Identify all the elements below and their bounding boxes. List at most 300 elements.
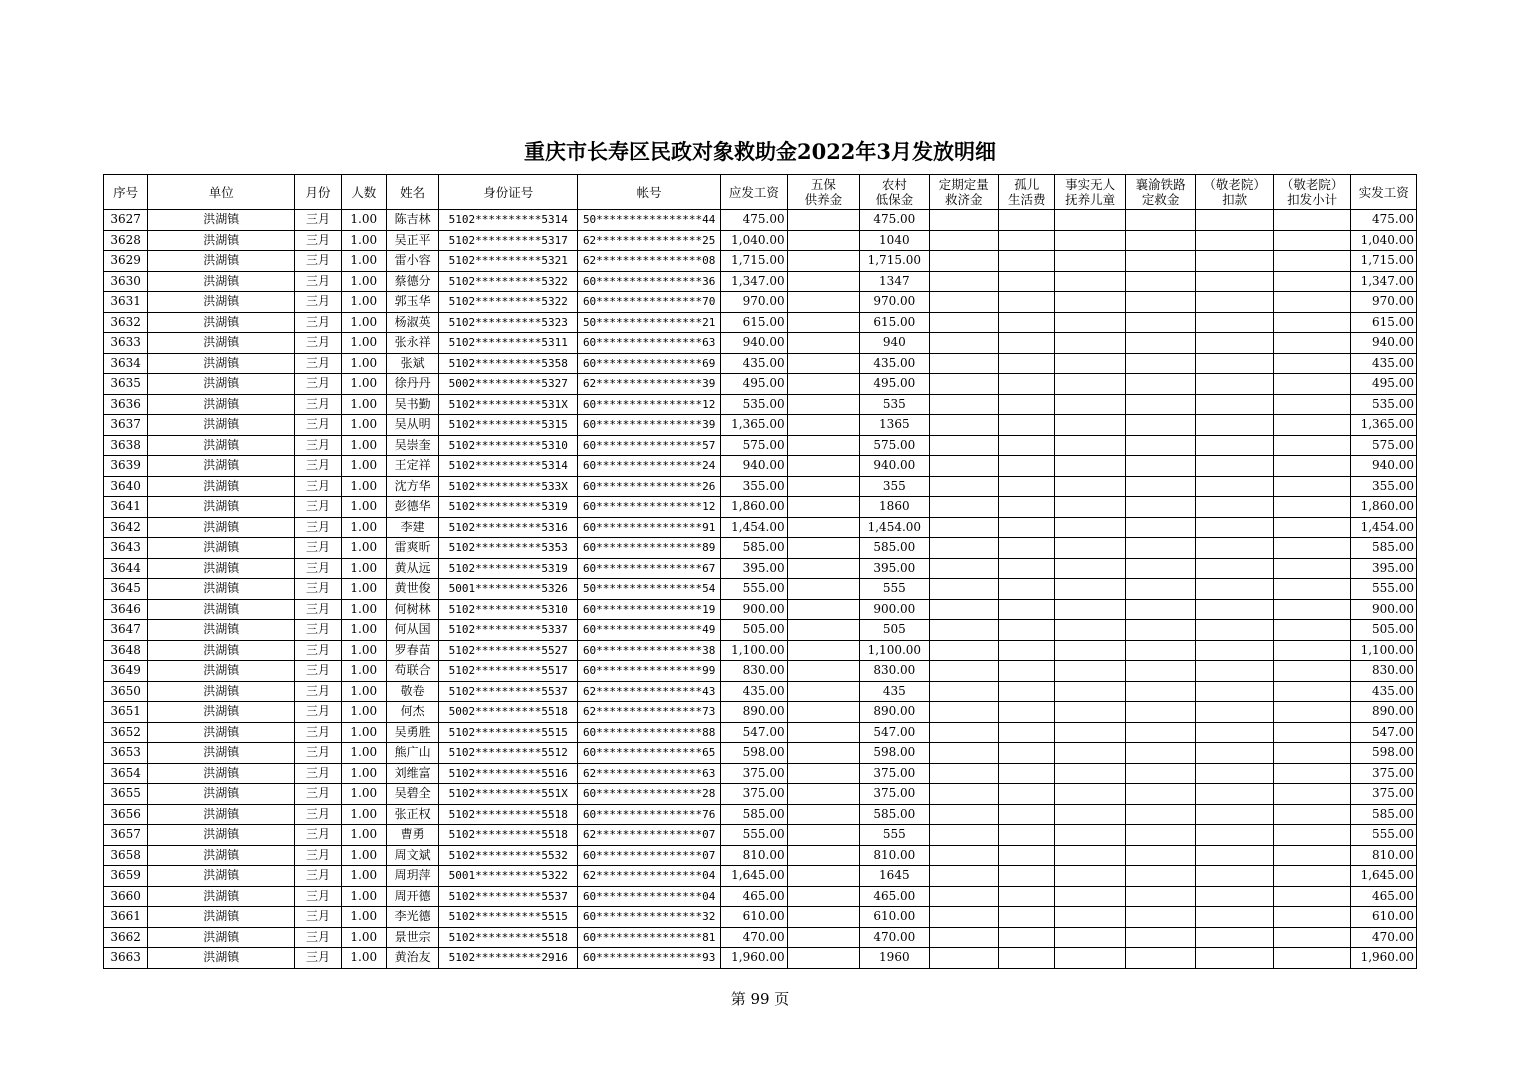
cell-dibao: 1645 xyxy=(860,866,929,887)
cell-nursing-deduction xyxy=(1196,251,1274,272)
table-row xyxy=(104,435,1417,456)
cell-unit: 洪湖镇 xyxy=(148,784,295,805)
cell-unsupported-child xyxy=(1055,312,1125,333)
cell-actual-pay: 615.00 xyxy=(1351,312,1417,333)
cell-seq: 3641 xyxy=(104,497,148,518)
cell-name: 熊广山 xyxy=(386,743,438,764)
cell-unsupported-child xyxy=(1055,517,1125,538)
header-text: 定救金 xyxy=(1141,192,1180,207)
cell-fixed-relief xyxy=(929,743,998,764)
cell-dibao: 470.00 xyxy=(860,927,929,948)
cell-nursing-deduction xyxy=(1196,722,1274,743)
cell-actual-pay: 355.00 xyxy=(1351,476,1417,497)
cell-nursing-deduction xyxy=(1196,702,1274,723)
cell-fixed-relief xyxy=(929,845,998,866)
cell-unit: 洪湖镇 xyxy=(148,722,295,743)
cell-actual-pay: 435.00 xyxy=(1351,353,1417,374)
cell-actual-pay: 435.00 xyxy=(1351,681,1417,702)
cell-nursing-deduction xyxy=(1196,210,1274,231)
cell-account: 62****************25 xyxy=(578,230,721,251)
cell-nursing-subtotal xyxy=(1273,497,1351,518)
cell-xiangyu-relief xyxy=(1125,374,1195,395)
cell-due-pay: 610.00 xyxy=(721,907,787,928)
cell-orphan xyxy=(999,394,1055,415)
cell-xiangyu-relief xyxy=(1125,415,1195,436)
cell-orphan xyxy=(999,763,1055,784)
page-title: 重庆市长寿区民政对象救助金2022年3月发放明细 xyxy=(523,139,997,164)
cell-nursing-subtotal xyxy=(1273,661,1351,682)
cell-id-number: 5102**********5527 xyxy=(439,640,578,661)
cell-month: 三月 xyxy=(295,804,341,825)
cell-count: 1.00 xyxy=(341,517,386,538)
cell-xiangyu-relief xyxy=(1125,353,1195,374)
table-row xyxy=(104,271,1417,292)
cell-account: 60****************32 xyxy=(578,907,721,928)
cell-unsupported-child xyxy=(1055,866,1125,887)
cell-name: 吴崇奎 xyxy=(386,435,438,456)
cell-due-pay: 470.00 xyxy=(721,927,787,948)
cell-count: 1.00 xyxy=(341,497,386,518)
cell-name: 蔡德分 xyxy=(386,271,438,292)
cell-name: 彭德华 xyxy=(386,497,438,518)
cell-nursing-subtotal xyxy=(1273,558,1351,579)
cell-nursing-deduction xyxy=(1196,825,1274,846)
cell-xiangyu-relief xyxy=(1125,681,1195,702)
cell-dibao: 585.00 xyxy=(860,804,929,825)
cell-xiangyu-relief xyxy=(1125,271,1195,292)
cell-fixed-relief xyxy=(929,292,998,313)
cell-dibao: 1365 xyxy=(860,415,929,436)
cell-account: 60****************67 xyxy=(578,558,721,579)
cell-orphan xyxy=(999,374,1055,395)
cell-unsupported-child xyxy=(1055,886,1125,907)
cell-name: 吴书勤 xyxy=(386,394,438,415)
cell-nursing-subtotal xyxy=(1273,353,1351,374)
cell-month: 三月 xyxy=(295,681,341,702)
cell-nursing-subtotal xyxy=(1273,722,1351,743)
cell-count: 1.00 xyxy=(341,538,386,559)
cell-nursing-deduction xyxy=(1196,415,1274,436)
cell-unsupported-child xyxy=(1055,435,1125,456)
cell-xiangyu-relief xyxy=(1125,599,1195,620)
cell-due-pay: 830.00 xyxy=(721,661,787,682)
cell-account: 60****************65 xyxy=(578,743,721,764)
cell-account: 60****************76 xyxy=(578,804,721,825)
cell-dibao: 355 xyxy=(860,476,929,497)
header-text: 单位 xyxy=(208,184,234,200)
cell-wubao xyxy=(787,497,859,518)
cell-due-pay: 375.00 xyxy=(721,763,787,784)
cell-xiangyu-relief xyxy=(1125,435,1195,456)
cell-month: 三月 xyxy=(295,271,341,292)
cell-count: 1.00 xyxy=(341,312,386,333)
cell-wubao xyxy=(787,558,859,579)
cell-seq: 3648 xyxy=(104,640,148,661)
cell-dibao: 830.00 xyxy=(860,661,929,682)
cell-wubao xyxy=(787,374,859,395)
cell-actual-pay: 535.00 xyxy=(1351,394,1417,415)
cell-due-pay: 547.00 xyxy=(721,722,787,743)
cell-nursing-deduction xyxy=(1196,538,1274,559)
header-text: （敬老院） xyxy=(1280,177,1344,192)
cell-month: 三月 xyxy=(295,394,341,415)
cell-id-number: 5102**********5310 xyxy=(439,599,578,620)
cell-nursing-deduction xyxy=(1196,763,1274,784)
column-header-nursing-subtotal xyxy=(1273,175,1351,210)
table-row xyxy=(104,456,1417,477)
cell-actual-pay: 555.00 xyxy=(1351,825,1417,846)
cell-account: 60****************07 xyxy=(578,845,721,866)
cell-xiangyu-relief xyxy=(1125,804,1195,825)
cell-due-pay: 575.00 xyxy=(721,435,787,456)
cell-count: 1.00 xyxy=(341,763,386,784)
cell-xiangyu-relief xyxy=(1125,640,1195,661)
table-row xyxy=(104,210,1417,231)
cell-nursing-subtotal xyxy=(1273,948,1351,969)
cell-unsupported-child xyxy=(1055,230,1125,251)
cell-due-pay: 555.00 xyxy=(721,579,787,600)
cell-seq: 3656 xyxy=(104,804,148,825)
cell-id-number: 5102**********5515 xyxy=(439,907,578,928)
cell-dibao: 1,454.00 xyxy=(860,517,929,538)
cell-dibao: 375.00 xyxy=(860,784,929,805)
cell-wubao xyxy=(787,825,859,846)
cell-nursing-deduction xyxy=(1196,579,1274,600)
cell-wubao xyxy=(787,230,859,251)
cell-actual-pay: 940.00 xyxy=(1351,456,1417,477)
cell-orphan xyxy=(999,825,1055,846)
cell-seq: 3660 xyxy=(104,886,148,907)
cell-unit: 洪湖镇 xyxy=(148,599,295,620)
table-row xyxy=(104,312,1417,333)
cell-wubao xyxy=(787,456,859,477)
cell-id-number: 5102**********5323 xyxy=(439,312,578,333)
cell-name: 黄从远 xyxy=(386,558,438,579)
cell-id-number: 5102**********551X xyxy=(439,784,578,805)
cell-id-number: 5102**********5518 xyxy=(439,927,578,948)
cell-due-pay: 1,645.00 xyxy=(721,866,787,887)
cell-orphan xyxy=(999,271,1055,292)
cell-name: 雷小容 xyxy=(386,251,438,272)
cell-unit: 洪湖镇 xyxy=(148,845,295,866)
cell-id-number: 5102**********533X xyxy=(439,476,578,497)
cell-month: 三月 xyxy=(295,763,341,784)
cell-month: 三月 xyxy=(295,292,341,313)
cell-nursing-deduction xyxy=(1196,640,1274,661)
cell-id-number: 5102**********5517 xyxy=(439,661,578,682)
column-header-fixed-relief xyxy=(929,175,998,210)
cell-unit: 洪湖镇 xyxy=(148,456,295,477)
cell-nursing-deduction xyxy=(1196,948,1274,969)
cell-xiangyu-relief xyxy=(1125,763,1195,784)
header-text: 人数 xyxy=(351,184,377,200)
cell-name: 雷爽昕 xyxy=(386,538,438,559)
cell-unit: 洪湖镇 xyxy=(148,558,295,579)
cell-xiangyu-relief xyxy=(1125,292,1195,313)
cell-nursing-deduction xyxy=(1196,497,1274,518)
cell-unit: 洪湖镇 xyxy=(148,620,295,641)
cell-nursing-subtotal xyxy=(1273,763,1351,784)
cell-nursing-subtotal xyxy=(1273,927,1351,948)
cell-due-pay: 555.00 xyxy=(721,825,787,846)
cell-account: 60****************39 xyxy=(578,415,721,436)
cell-count: 1.00 xyxy=(341,804,386,825)
column-header-id-number xyxy=(439,175,578,210)
cell-seq: 3629 xyxy=(104,251,148,272)
cell-seq: 3628 xyxy=(104,230,148,251)
header-text: 五保 xyxy=(810,177,836,192)
column-header-actual-pay xyxy=(1351,175,1417,210)
cell-unsupported-child xyxy=(1055,927,1125,948)
cell-account: 60****************12 xyxy=(578,394,721,415)
table-row xyxy=(104,825,1417,846)
page-number: 第 99 页 xyxy=(730,990,790,1008)
cell-account: 60****************88 xyxy=(578,722,721,743)
cell-unit: 洪湖镇 xyxy=(148,476,295,497)
cell-wubao xyxy=(787,251,859,272)
cell-unit: 洪湖镇 xyxy=(148,394,295,415)
cell-id-number: 5102**********5516 xyxy=(439,763,578,784)
cell-actual-pay: 555.00 xyxy=(1351,579,1417,600)
cell-nursing-deduction xyxy=(1196,620,1274,641)
cell-unsupported-child xyxy=(1055,579,1125,600)
cell-actual-pay: 395.00 xyxy=(1351,558,1417,579)
header-text: 序号 xyxy=(113,184,139,200)
cell-nursing-subtotal xyxy=(1273,743,1351,764)
table-row xyxy=(104,640,1417,661)
cell-month: 三月 xyxy=(295,230,341,251)
cell-xiangyu-relief xyxy=(1125,743,1195,764)
cell-account: 50****************54 xyxy=(578,579,721,600)
cell-id-number: 5102**********5314 xyxy=(439,456,578,477)
cell-unsupported-child xyxy=(1055,271,1125,292)
cell-seq: 3657 xyxy=(104,825,148,846)
cell-account: 50****************44 xyxy=(578,210,721,231)
cell-wubao xyxy=(787,599,859,620)
cell-nursing-subtotal xyxy=(1273,599,1351,620)
cell-seq: 3650 xyxy=(104,681,148,702)
cell-wubao xyxy=(787,435,859,456)
header-text: 救济金 xyxy=(945,192,983,207)
cell-account: 60****************19 xyxy=(578,599,721,620)
cell-seq: 3640 xyxy=(104,476,148,497)
cell-id-number: 5102**********5537 xyxy=(439,681,578,702)
cell-name: 刘维富 xyxy=(386,763,438,784)
header-text: 抚养儿童 xyxy=(1065,192,1116,207)
cell-nursing-deduction xyxy=(1196,312,1274,333)
cell-wubao xyxy=(787,866,859,887)
cell-unsupported-child xyxy=(1055,825,1125,846)
cell-unsupported-child xyxy=(1055,251,1125,272)
cell-count: 1.00 xyxy=(341,292,386,313)
cell-count: 1.00 xyxy=(341,845,386,866)
cell-count: 1.00 xyxy=(341,558,386,579)
cell-actual-pay: 610.00 xyxy=(1351,907,1417,928)
cell-name: 张正权 xyxy=(386,804,438,825)
cell-fixed-relief xyxy=(929,415,998,436)
cell-xiangyu-relief xyxy=(1125,517,1195,538)
cell-account: 62****************43 xyxy=(578,681,721,702)
column-header-account xyxy=(578,175,721,210)
cell-unsupported-child xyxy=(1055,681,1125,702)
cell-fixed-relief xyxy=(929,497,998,518)
cell-due-pay: 435.00 xyxy=(721,681,787,702)
cell-id-number: 5102**********5319 xyxy=(439,497,578,518)
cell-nursing-subtotal xyxy=(1273,825,1351,846)
cell-orphan xyxy=(999,353,1055,374)
cell-unit: 洪湖镇 xyxy=(148,907,295,928)
header-text: 扣发小计 xyxy=(1287,192,1338,207)
cell-name: 杨淑英 xyxy=(386,312,438,333)
cell-id-number: 5102**********5337 xyxy=(439,620,578,641)
cell-wubao xyxy=(787,948,859,969)
cell-fixed-relief xyxy=(929,476,998,497)
cell-count: 1.00 xyxy=(341,927,386,948)
cell-seq: 3642 xyxy=(104,517,148,538)
cell-actual-pay: 495.00 xyxy=(1351,374,1417,395)
cell-nursing-subtotal xyxy=(1273,517,1351,538)
cell-fixed-relief xyxy=(929,538,998,559)
cell-orphan xyxy=(999,456,1055,477)
cell-month: 三月 xyxy=(295,948,341,969)
cell-due-pay: 1,715.00 xyxy=(721,251,787,272)
cell-unit: 洪湖镇 xyxy=(148,230,295,251)
cell-fixed-relief xyxy=(929,927,998,948)
cell-xiangyu-relief xyxy=(1125,784,1195,805)
cell-due-pay: 1,347.00 xyxy=(721,271,787,292)
cell-wubao xyxy=(787,394,859,415)
cell-id-number: 5102**********5316 xyxy=(439,517,578,538)
cell-month: 三月 xyxy=(295,927,341,948)
header-text: 帐号 xyxy=(636,184,662,200)
cell-account: 60****************99 xyxy=(578,661,721,682)
cell-due-pay: 585.00 xyxy=(721,804,787,825)
cell-fixed-relief xyxy=(929,435,998,456)
cell-id-number: 5102**********5358 xyxy=(439,353,578,374)
cell-due-pay: 435.00 xyxy=(721,353,787,374)
cell-account: 60****************91 xyxy=(578,517,721,538)
table-row xyxy=(104,886,1417,907)
cell-fixed-relief xyxy=(929,661,998,682)
cell-dibao: 940.00 xyxy=(860,456,929,477)
cell-dibao: 610.00 xyxy=(860,907,929,928)
cell-nursing-deduction xyxy=(1196,804,1274,825)
column-header-nursing-deduction xyxy=(1196,175,1274,210)
cell-actual-pay: 900.00 xyxy=(1351,599,1417,620)
table-row xyxy=(104,722,1417,743)
cell-orphan xyxy=(999,579,1055,600)
cell-actual-pay: 475.00 xyxy=(1351,210,1417,231)
cell-unit: 洪湖镇 xyxy=(148,312,295,333)
cell-wubao xyxy=(787,517,859,538)
cell-actual-pay: 890.00 xyxy=(1351,702,1417,723)
cell-wubao xyxy=(787,640,859,661)
cell-dibao: 555 xyxy=(860,579,929,600)
cell-unit: 洪湖镇 xyxy=(148,538,295,559)
column-header-unsupported-child xyxy=(1055,175,1125,210)
cell-account: 60****************81 xyxy=(578,927,721,948)
cell-xiangyu-relief xyxy=(1125,620,1195,641)
cell-actual-pay: 470.00 xyxy=(1351,927,1417,948)
cell-orphan xyxy=(999,230,1055,251)
cell-fixed-relief xyxy=(929,517,998,538)
header-text: 供养金 xyxy=(804,192,843,207)
cell-name: 吴从明 xyxy=(386,415,438,436)
cell-id-number: 5102**********5310 xyxy=(439,435,578,456)
cell-orphan xyxy=(999,927,1055,948)
cell-xiangyu-relief xyxy=(1125,333,1195,354)
cell-fixed-relief xyxy=(929,210,998,231)
cell-unit: 洪湖镇 xyxy=(148,579,295,600)
cell-dibao: 940 xyxy=(860,333,929,354)
cell-wubao xyxy=(787,579,859,600)
cell-fixed-relief xyxy=(929,886,998,907)
cell-due-pay: 475.00 xyxy=(721,210,787,231)
cell-actual-pay: 1,860.00 xyxy=(1351,497,1417,518)
cell-orphan xyxy=(999,517,1055,538)
payment-table xyxy=(103,174,1417,969)
cell-wubao xyxy=(787,763,859,784)
cell-fixed-relief xyxy=(929,353,998,374)
cell-orphan xyxy=(999,743,1055,764)
cell-orphan xyxy=(999,907,1055,928)
cell-fixed-relief xyxy=(929,722,998,743)
cell-orphan xyxy=(999,538,1055,559)
cell-name: 景世宗 xyxy=(386,927,438,948)
header-text: 应发工资 xyxy=(728,184,779,200)
cell-nursing-subtotal xyxy=(1273,681,1351,702)
cell-fixed-relief xyxy=(929,599,998,620)
cell-nursing-deduction xyxy=(1196,927,1274,948)
cell-nursing-subtotal xyxy=(1273,620,1351,641)
cell-account: 62****************07 xyxy=(578,825,721,846)
cell-dibao: 970.00 xyxy=(860,292,929,313)
cell-month: 三月 xyxy=(295,620,341,641)
cell-account: 60****************57 xyxy=(578,435,721,456)
cell-due-pay: 970.00 xyxy=(721,292,787,313)
cell-actual-pay: 1,040.00 xyxy=(1351,230,1417,251)
cell-fixed-relief xyxy=(929,251,998,272)
table-row xyxy=(104,476,1417,497)
cell-seq: 3659 xyxy=(104,866,148,887)
cell-nursing-subtotal xyxy=(1273,435,1351,456)
cell-month: 三月 xyxy=(295,825,341,846)
cell-actual-pay: 970.00 xyxy=(1351,292,1417,313)
cell-wubao xyxy=(787,886,859,907)
cell-count: 1.00 xyxy=(341,374,386,395)
column-header-dibao xyxy=(860,175,929,210)
cell-wubao xyxy=(787,661,859,682)
cell-id-number: 5002**********5327 xyxy=(439,374,578,395)
table-row xyxy=(104,230,1417,251)
cell-seq: 3658 xyxy=(104,845,148,866)
cell-xiangyu-relief xyxy=(1125,456,1195,477)
cell-nursing-deduction xyxy=(1196,374,1274,395)
cell-orphan xyxy=(999,886,1055,907)
cell-due-pay: 940.00 xyxy=(721,333,787,354)
cell-orphan xyxy=(999,497,1055,518)
cell-name: 敬卷 xyxy=(386,681,438,702)
column-header-count xyxy=(341,175,386,210)
cell-actual-pay: 1,365.00 xyxy=(1351,415,1417,436)
cell-unit: 洪湖镇 xyxy=(148,374,295,395)
cell-count: 1.00 xyxy=(341,251,386,272)
cell-name: 李光德 xyxy=(386,907,438,928)
cell-actual-pay: 940.00 xyxy=(1351,333,1417,354)
cell-nursing-deduction xyxy=(1196,599,1274,620)
table-row xyxy=(104,497,1417,518)
cell-unsupported-child xyxy=(1055,763,1125,784)
